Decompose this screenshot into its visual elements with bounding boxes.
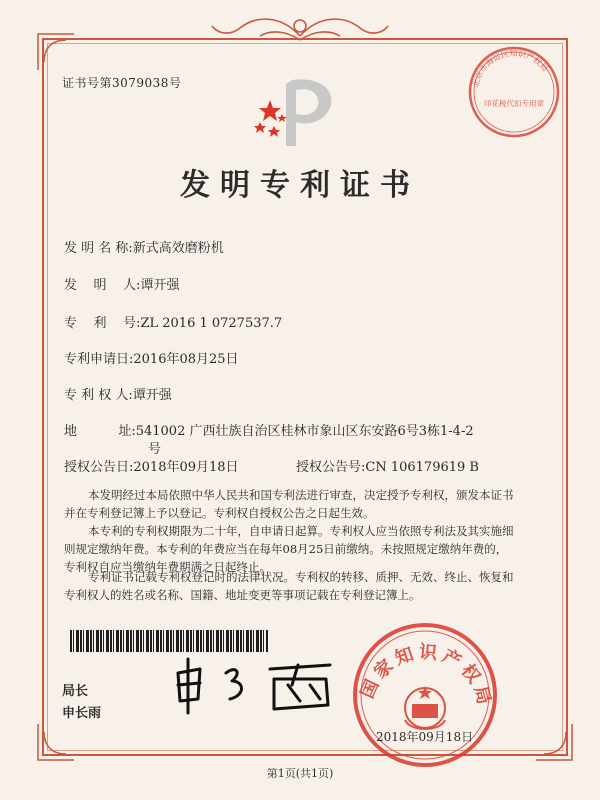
field-grant-number: [296, 456, 479, 475]
certificate-number: 证书号第3079038号: [62, 76, 182, 90]
certificate-title: 发明专利证书: [180, 168, 420, 203]
corner-ornament-bottom-right: [534, 722, 574, 762]
field-value: 谭开强: [140, 278, 180, 293]
field-label: 授权公告日:: [64, 460, 134, 475]
field-label: 发 明 人:: [64, 278, 141, 293]
field-label: 专 利 号:: [64, 316, 141, 331]
paragraph-line: 本发明经过本局依照中华人民共和国专利法进行审查，决定授予专利权，颁发本证书: [88, 488, 514, 502]
field-value: 谭开强: [132, 388, 172, 403]
field-address-continued: 号: [148, 442, 162, 457]
signatory-title: 局长: [62, 684, 89, 699]
corner-ornament-bottom-left: [36, 722, 76, 762]
paragraph-grant: [64, 486, 534, 522]
field-value: ZL 2016 1 0727537.7: [140, 316, 283, 331]
field-value: 541002 广西壮族自治区桂林市象山区东安路6号3栋1-4-2: [135, 424, 474, 439]
paragraph-line: 专利证书记载专利权登记时的法律状况。专利权的转移、质押、无效、终止、恢复和: [88, 570, 514, 584]
field-invention-name: [64, 237, 224, 256]
top-ornament: [200, 6, 400, 48]
seal-date: 2018年09月18日: [376, 730, 474, 744]
office-seal: [350, 620, 500, 770]
signatory-name: 申长雨: [62, 706, 102, 721]
field-inventor: [64, 274, 179, 293]
paragraph-status: [64, 568, 534, 604]
field-label: 专利申请日:: [64, 352, 134, 367]
tax-stamp-arc-text: 北京市海淀区知识产权局: [471, 48, 550, 89]
barcode: [70, 630, 268, 652]
svg-text:国家知识产权局: [357, 641, 496, 711]
field-filing-date: [64, 348, 239, 367]
tax-stamp-sub-text: 印花税代扣专用章: [484, 99, 544, 108]
handwritten-signature: [170, 655, 340, 715]
tax-stamp: [464, 42, 564, 142]
field-label: 发 明 名 称:: [64, 241, 133, 256]
field-label: 专 利 权 人:: [64, 388, 133, 403]
paragraph-line: 并在专利登记簿上予以登记。专利权自授权公告之日起生效。: [64, 506, 375, 520]
paragraph-line: 专利权自应当缴纳年费期满之日起终止。: [64, 560, 271, 574]
paragraph-line: 专利权人的姓名或名称、国籍、地址变更等事项记载在专利登记簿上。: [64, 588, 421, 602]
field-value: 新式高效磨粉机: [132, 241, 224, 256]
page-footer: 第1页(共1页): [266, 767, 334, 780]
field-label: 地 址:: [64, 424, 136, 439]
field-value: 2018年09月18日: [133, 460, 239, 475]
patent-office-logo: [252, 70, 344, 150]
field-value: 2016年08月25日: [133, 352, 239, 367]
seal-arc-text: 国家知识产权局: [356, 641, 496, 711]
corner-ornament-top-left: [36, 32, 76, 72]
paragraph-line: 则规定缴纳年费。本专利的年费应当在每年08月25日前缴纳。未按照规定缴纳年费的，: [64, 542, 508, 556]
field-patentee: [64, 384, 172, 403]
field-grant-date: [64, 456, 239, 475]
field-patent-number: [64, 312, 282, 331]
field-value: CN 106179619 B: [365, 460, 479, 475]
field-address: [64, 420, 474, 439]
paragraph-line: 本专利的专利权期限为二十年，自申请日起算。专利权人应当依照专利法及其实施细: [88, 524, 514, 538]
field-label: 授权公告号:: [296, 460, 366, 475]
